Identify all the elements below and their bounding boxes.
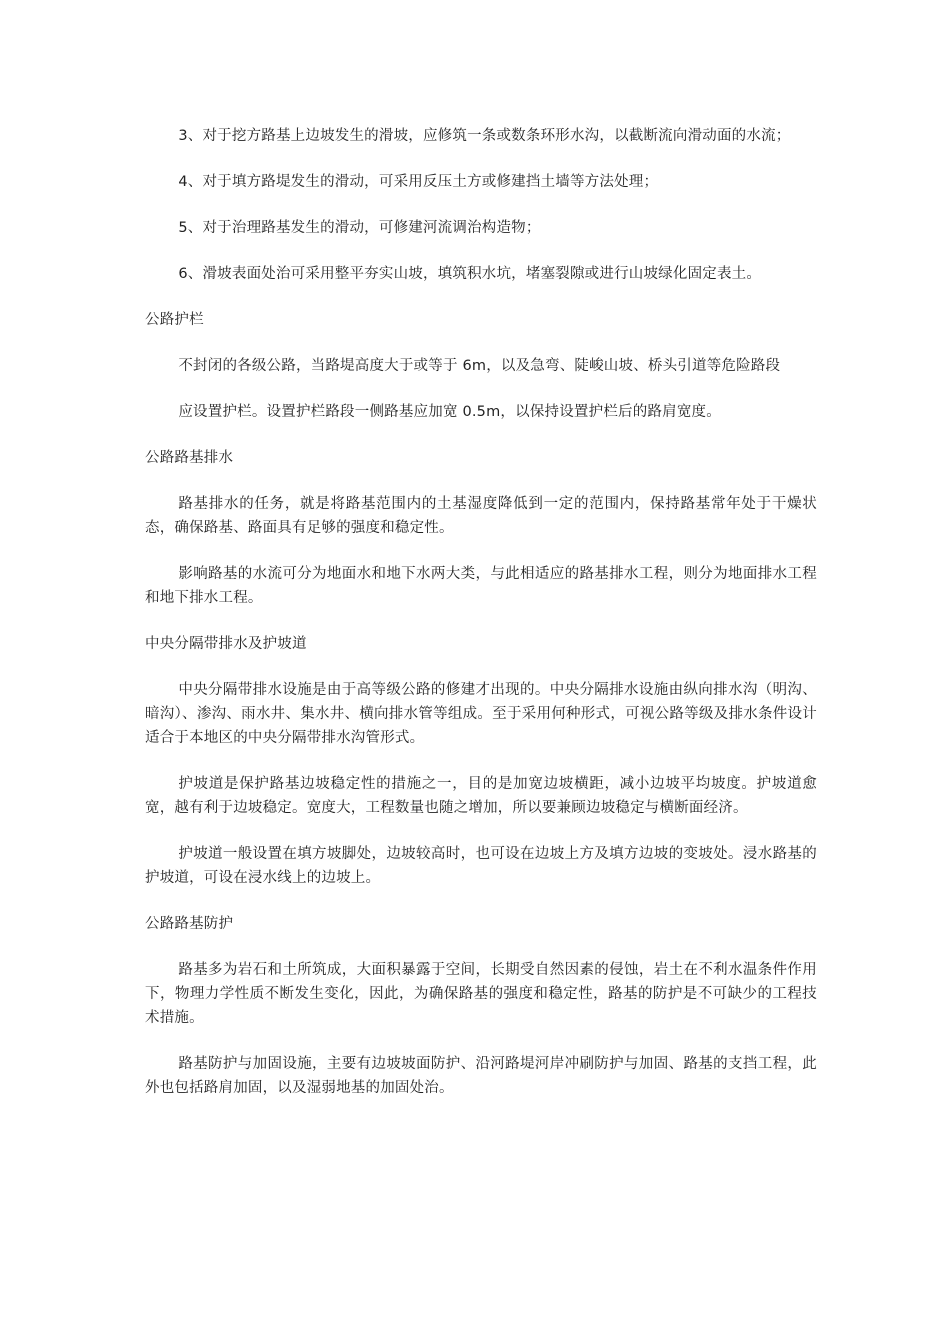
paragraph-guardrail-1: 不封闭的各级公路，当路堤高度大于或等于 6m，以及急弯、陡峻山坡、桥头引道等危险路段 bbox=[178, 358, 781, 374]
section-heading-guardrail: 公路护栏 bbox=[145, 312, 204, 328]
section-heading-drainage: 公路路基排水 bbox=[145, 450, 234, 466]
document-body bbox=[145, 124, 817, 1122]
paragraph-guardrail-2: 应设置护栏。设置护栏路段一侧路基应加宽 0.5m，以保持设置护栏后的路肩宽度。 bbox=[178, 404, 721, 420]
paragraph-drainage-1: 路基排水的任务，就是将路基范围内的土基湿度降低到一定的范围内，保持路基常年处于干燥状态，确保路基、路面具有足够的强度和稳定性。 bbox=[145, 496, 817, 536]
paragraph-median-3: 护坡道一般设置在填方坡脚处，边坡较高时，也可设在边坡上方及填方边坡的变坡处。浸水路基的护坡道，可设在浸水线上的边坡上。 bbox=[145, 846, 817, 886]
paragraph-landslide-5: 5、对于治理路基发生的滑动，可修建河流调治构造物； bbox=[178, 220, 541, 236]
paragraph-drainage-2: 影响路基的水流可分为地面水和地下水两大类，与此相适应的路基排水工程，则分为地面排水工程和地下排水工程。 bbox=[145, 566, 817, 606]
paragraph-protection-1: 路基多为岩石和土所筑成，大面积暴露于空间，长期受自然因素的侵蚀，岩土在不利水温条件作用下，物理力学性质不断发生变化，因此，为确保路基的强度和稳定性，路基的防护是不可缺少的工程技术措施。 bbox=[145, 962, 817, 1026]
paragraph-median-2: 护坡道是保护路基边坡稳定性的措施之一，目的是加宽边坡横距，减小边坡平均坡度。护坡道愈宽，越有利于边坡稳定。宽度大，工程数量也随之增加，所以要兼顾边坡稳定与横断面经济。 bbox=[145, 776, 817, 816]
paragraph-protection-2: 路基防护与加固设施，主要有边坡坡面防护、沿河路堤河岸冲刷防护与加固、路基的支挡工程，此外也包括路肩加固，以及湿弱地基的加固处治。 bbox=[145, 1056, 817, 1096]
section-heading-protection: 公路路基防护 bbox=[145, 916, 234, 932]
paragraph-landslide-3: 3、对于挖方路基上边坡发生的滑坡，应修筑一条或数条环形水沟，以截断流向滑动面的水流； bbox=[178, 128, 791, 144]
paragraph-landslide-4: 4、对于填方路堤发生的滑动，可采用反压土方或修建挡土墙等方法处理； bbox=[178, 174, 659, 190]
paragraph-median-1: 中央分隔带排水设施是由于高等级公路的修建才出现的。中央分隔排水设施由纵向排水沟（明沟、暗沟）、渗沟、雨水井、集水井、横向排水管等组成。至于采用何种形式，可视公路等级及排水条件设计适合于本地区的中央分隔带排水沟管形式。 bbox=[145, 682, 817, 746]
section-heading-median-drainage: 中央分隔带排水及护坡道 bbox=[145, 636, 307, 652]
paragraph-landslide-6: 6、滑坡表面处治可采用整平夯实山坡，填筑积水坑，堵塞裂隙或进行山坡绿化固定表土。 bbox=[178, 266, 762, 282]
